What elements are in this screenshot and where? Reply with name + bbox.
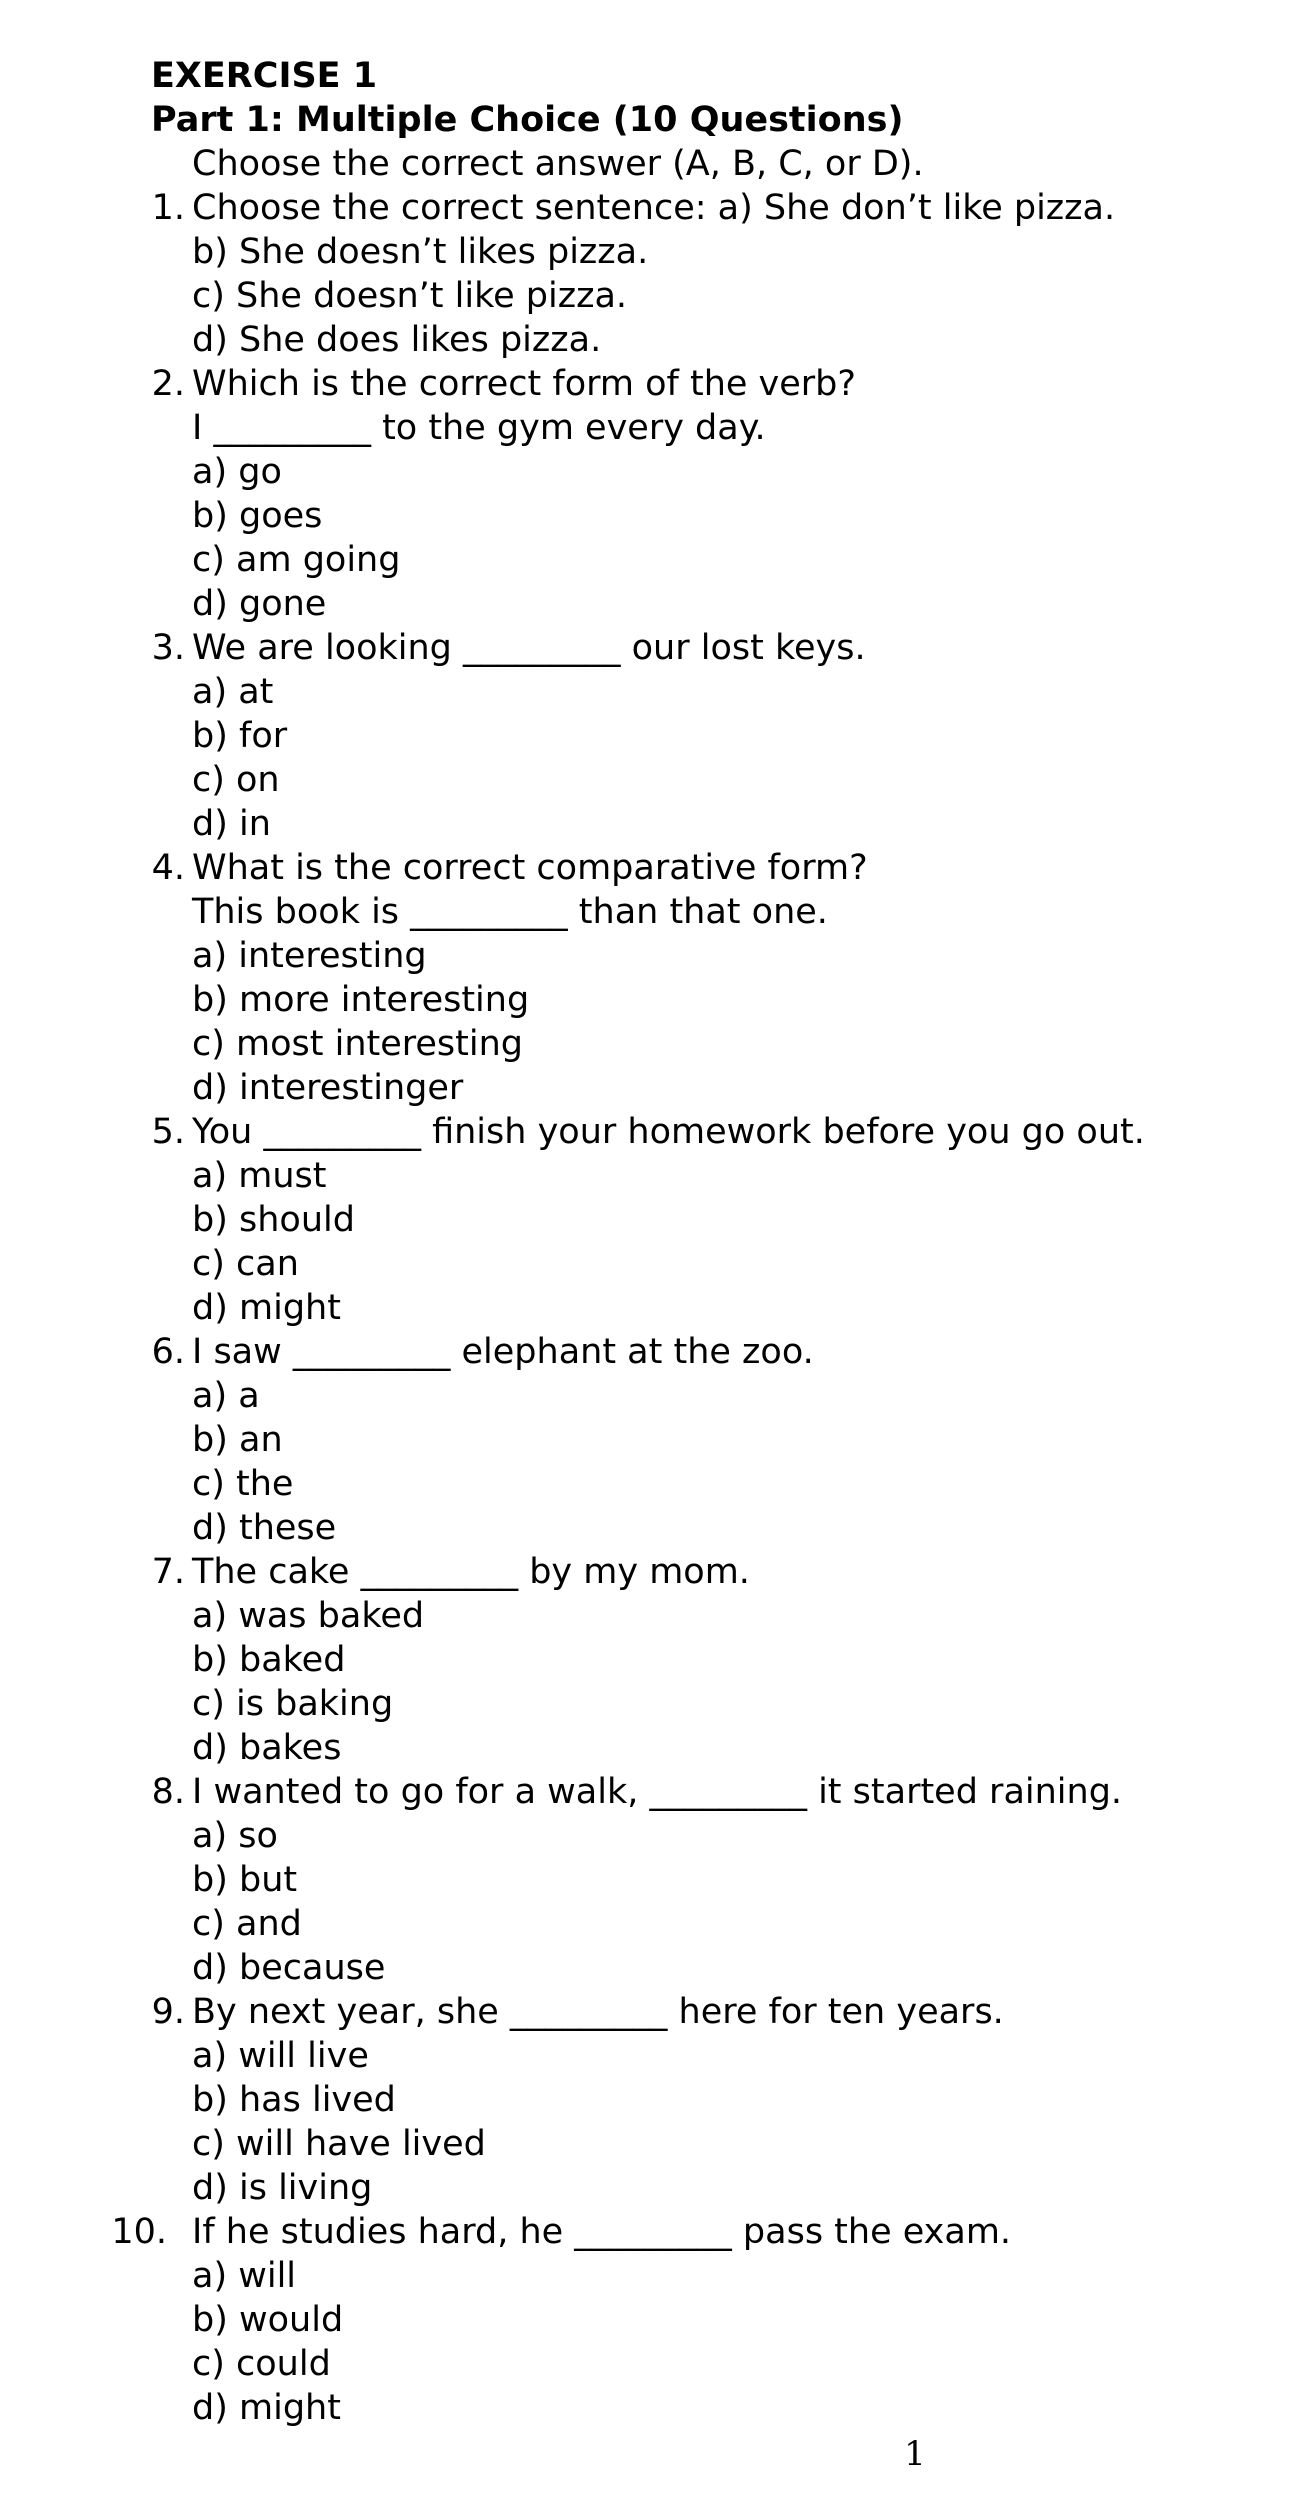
- answer-option: [0, 758, 1290, 802]
- answer-option-text: d) these: [192, 1508, 337, 1548]
- answer-option-text: d) is living: [192, 2168, 373, 2208]
- answer-option-text: b) an: [192, 1420, 283, 1460]
- question-text: The cake _________ by my mom.: [192, 1552, 750, 1592]
- answer-option-text: b) baked: [192, 1640, 346, 1680]
- answer-option: [0, 1198, 1290, 1242]
- answer-option: [0, 1462, 1290, 1506]
- question-number: 3.: [151, 628, 185, 668]
- exercise-title: EXERCISE 1: [151, 56, 378, 96]
- part-title: Part 1: Multiple Choice (10 Questions): [151, 100, 904, 140]
- answer-option: [0, 2166, 1290, 2210]
- answer-option: [0, 582, 1290, 626]
- answer-option: [0, 274, 1290, 318]
- answer-option: [0, 1506, 1290, 1550]
- question-9-line: [0, 1990, 1290, 2034]
- question-text: By next year, she _________ here for ten years.: [192, 1992, 1004, 2032]
- answer-option: [0, 318, 1290, 362]
- answer-option: [0, 1638, 1290, 1682]
- answer-option-text: a) will: [192, 2256, 297, 2296]
- answer-option-text: d) gone: [192, 584, 327, 624]
- answer-option-text: a) at: [192, 672, 274, 712]
- answer-option: [0, 1902, 1290, 1946]
- answer-option: [0, 2122, 1290, 2166]
- question-number: 6.: [151, 1332, 185, 1372]
- answer-option: [0, 978, 1290, 1022]
- answer-option-text: d) She does likes pizza.: [192, 320, 602, 360]
- answer-option-text: b) more interesting: [192, 980, 530, 1020]
- answer-option-text: c) could: [192, 2344, 331, 2384]
- answer-option: [0, 2034, 1290, 2078]
- question-text: Choose the correct sentence: a) She don’t like pizza.: [192, 188, 1116, 228]
- answer-option-text: a) so: [192, 1816, 278, 1856]
- question-8-line: [0, 1770, 1290, 1814]
- answer-option: [0, 230, 1290, 274]
- answer-option-text: d) interestinger: [192, 1068, 464, 1108]
- question-number: 2.: [151, 364, 185, 404]
- question-2-line: [0, 362, 1290, 406]
- answer-option: [0, 1858, 1290, 1902]
- question-number: 8.: [151, 1772, 185, 1812]
- question-10-line: [0, 2210, 1290, 2254]
- answer-option-text: a) interesting: [192, 936, 427, 976]
- answer-option-text: c) am going: [192, 540, 401, 580]
- question-list: [0, 142, 1290, 2430]
- question-text: I saw _________ elephant at the zoo.: [192, 1332, 814, 1372]
- question-text: This book is _________ than that one.: [192, 892, 828, 932]
- answer-option-text: b) for: [192, 716, 288, 756]
- question-text: You _________ finish your homework before you go out.: [192, 1112, 1145, 1152]
- question-5-line: [0, 1110, 1290, 1154]
- answer-option-text: a) a: [192, 1376, 260, 1416]
- answer-option: [0, 1022, 1290, 1066]
- question-text: If he studies hard, he _________ pass the exam.: [192, 2212, 1012, 2252]
- answer-option-text: a) will live: [192, 2036, 369, 2076]
- answer-option: [0, 1594, 1290, 1638]
- answer-option: [0, 670, 1290, 714]
- answer-option-text: d) bakes: [192, 1728, 342, 1768]
- question-7-line: [0, 1550, 1290, 1594]
- answer-option-text: c) can: [192, 1244, 299, 1284]
- answer-option-text: b) has lived: [192, 2080, 396, 2120]
- answer-option: [0, 714, 1290, 758]
- question-number: 10.: [111, 2212, 167, 2252]
- page-number: 1: [904, 2434, 926, 2474]
- answer-option: [0, 1286, 1290, 1330]
- answer-option: [0, 2078, 1290, 2122]
- answer-option-text: c) is baking: [192, 1684, 394, 1724]
- answer-option: [0, 2386, 1290, 2430]
- question-text: What is the correct comparative form?: [192, 848, 868, 888]
- answer-option: [0, 538, 1290, 582]
- answer-option-text: c) She doesn’t like pizza.: [192, 276, 628, 316]
- answer-option: [0, 1154, 1290, 1198]
- answer-option-text: b) goes: [192, 496, 323, 536]
- answer-option: [0, 802, 1290, 846]
- question-1-line: [0, 186, 1290, 230]
- answer-option-text: a) go: [192, 452, 282, 492]
- answer-option: [0, 1242, 1290, 1286]
- question-4-line: [0, 846, 1290, 890]
- answer-option-text: d) because: [192, 1948, 386, 1988]
- answer-option-text: d) in: [192, 804, 271, 844]
- question-6-line: [0, 1330, 1290, 1374]
- question-number: 7.: [151, 1552, 185, 1592]
- answer-option-text: d) might: [192, 2388, 341, 2428]
- answer-option: [0, 934, 1290, 978]
- answer-option: [0, 1726, 1290, 1770]
- answer-option: [0, 1066, 1290, 1110]
- answer-option: [0, 2298, 1290, 2342]
- answer-option: [0, 1682, 1290, 1726]
- answer-option: [0, 2342, 1290, 2386]
- answer-option: [0, 1374, 1290, 1418]
- question-number: 5.: [151, 1112, 185, 1152]
- question-4-line: [0, 890, 1290, 934]
- answer-option-text: c) most interesting: [192, 1024, 524, 1064]
- answer-option: [0, 1814, 1290, 1858]
- answer-option-text: b) but: [192, 1860, 298, 1900]
- question-3-line: [0, 626, 1290, 670]
- answer-option: [0, 494, 1290, 538]
- answer-option-text: a) was baked: [192, 1596, 425, 1636]
- answer-option-text: d) might: [192, 1288, 341, 1328]
- answer-option: [0, 450, 1290, 494]
- question-text: We are looking _________ our lost keys.: [192, 628, 866, 668]
- question-number: 9.: [151, 1992, 185, 2032]
- answer-option: [0, 1418, 1290, 1462]
- answer-option: [0, 1946, 1290, 1990]
- instruction-line: [0, 142, 1290, 186]
- answer-option-text: b) would: [192, 2300, 344, 2340]
- answer-option-text: b) She doesn’t likes pizza.: [192, 232, 649, 272]
- answer-option-text: c) the: [192, 1464, 294, 1504]
- question-number: 4.: [151, 848, 185, 888]
- question-text: I wanted to go for a walk, _________ it started raining.: [192, 1772, 1123, 1812]
- question-2-line: [0, 406, 1290, 450]
- instruction-text: Choose the correct answer (A, B, C, or D).: [192, 144, 924, 184]
- question-text: I _________ to the gym every day.: [192, 408, 766, 448]
- answer-option-text: a) must: [192, 1156, 327, 1196]
- answer-option-text: b) should: [192, 1200, 355, 1240]
- answer-option-text: c) on: [192, 760, 280, 800]
- answer-option-text: c) and: [192, 1904, 302, 1944]
- answer-option-text: c) will have lived: [192, 2124, 486, 2164]
- answer-option: [0, 2254, 1290, 2298]
- question-number: 1.: [151, 188, 185, 228]
- question-text: Which is the correct form of the verb?: [192, 364, 856, 404]
